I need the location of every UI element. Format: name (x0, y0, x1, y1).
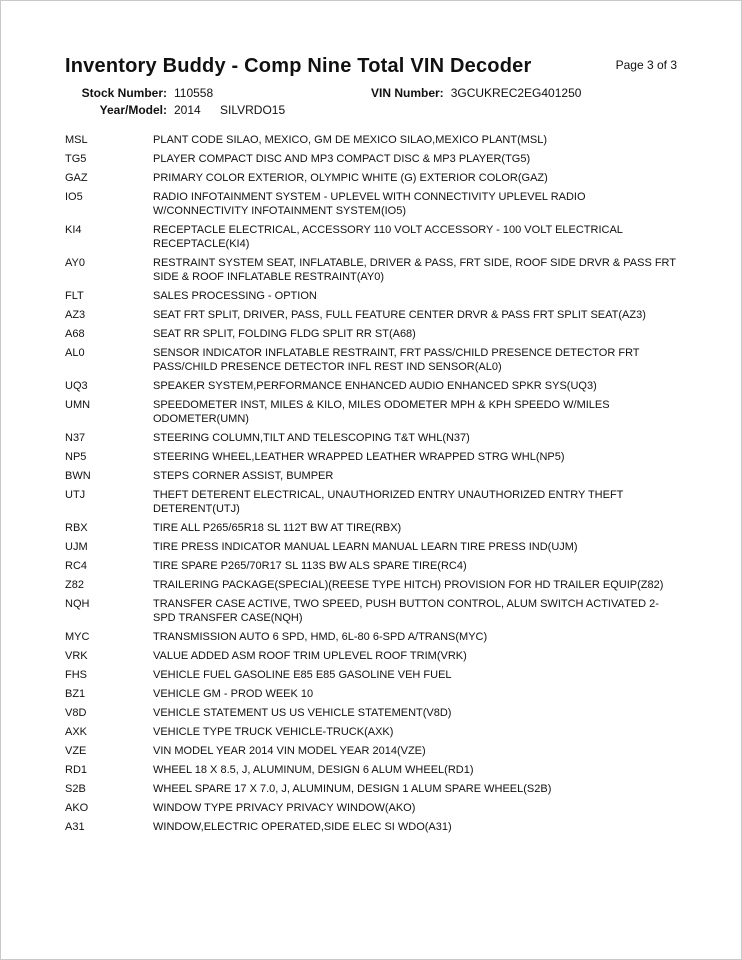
model-value: SILVRDO15 (220, 103, 286, 117)
option-code: UTJ (65, 489, 86, 501)
code-row (65, 763, 677, 777)
option-description: VEHICLE TYPE TRUCK VEHICLE-TRUCK(AXK) (153, 726, 394, 738)
option-description: TIRE ALL P265/65R18 SL 112T BW AT TIRE(RBX) (153, 522, 402, 534)
code-list (65, 133, 677, 834)
option-description: TRANSMISSION AUTO 6 SPD, HMD, 6L-80 6-SPD A/TRANS(MYC) (153, 631, 488, 643)
option-description: STEERING WHEEL,LEATHER WRAPPED LEATHER WRAPPED STRG WHL(NP5) (153, 451, 565, 463)
option-description: SENSOR INDICATOR INFLATABLE RESTRAINT, FRT PASS/CHILD PRESENCE DETECTOR FRT PASS/CHILD PRESENCE DETECTOR INFL REST IND SENSOR(AL0) (153, 347, 640, 373)
option-code: AL0 (65, 347, 85, 359)
title-row (65, 55, 677, 78)
option-code: A31 (65, 821, 85, 833)
option-description: WINDOW,ELECTRIC OPERATED,SIDE ELEC SI WDO(A31) (153, 821, 452, 833)
option-description: SEAT RR SPLIT, FOLDING FLDG SPLIT RR ST(A68) (153, 328, 416, 340)
code-row (65, 782, 677, 796)
vin-number-value: 3GCUKREC2EG401250 (450, 86, 582, 100)
option-description: STEPS CORNER ASSIST, BUMPER (153, 470, 334, 482)
option-code: UMN (65, 399, 91, 411)
code-row (65, 431, 677, 445)
option-description: WINDOW TYPE PRIVACY PRIVACY WINDOW(AKO) (153, 802, 416, 814)
option-code: Z82 (65, 579, 84, 591)
option-description: VEHICLE GM - PROD WEEK 10 (153, 688, 314, 700)
option-description: SPEEDOMETER INST, MILES & KILO, MILES ODOMETER MPH & KPH SPEEDO W/MILES ODOMETER(UMN) (153, 399, 610, 425)
option-code: RBX (65, 522, 88, 534)
option-code: KI4 (65, 224, 82, 236)
option-code: FHS (65, 669, 87, 681)
code-row (65, 521, 677, 535)
option-code: N37 (65, 432, 86, 444)
option-code: UJM (65, 541, 88, 553)
vin-number-label: VIN Number: (371, 86, 444, 100)
code-row (65, 398, 677, 426)
code-row (65, 668, 677, 682)
code-row (65, 540, 677, 554)
option-code: BWN (65, 470, 91, 482)
option-code: NQH (65, 598, 90, 610)
code-row (65, 223, 677, 251)
code-row (65, 725, 677, 739)
code-row (65, 801, 677, 815)
option-description: PLANT CODE SILAO, MEXICO, GM DE MEXICO SILAO,MEXICO PLANT(MSL) (153, 134, 548, 146)
option-description: WHEEL 18 X 8.5, J, ALUMINUM, DESIGN 6 ALUM WHEEL(RD1) (153, 764, 474, 776)
code-row (65, 190, 677, 218)
option-code: AZ3 (65, 309, 86, 321)
code-row (65, 820, 677, 834)
option-description: TRANSFER CASE ACTIVE, TWO SPEED, PUSH BUTTON CONTROL, ALUM SWITCH ACTIVATED 2-SPD TRANSFER CASE(NQH) (153, 598, 659, 624)
option-code: UQ3 (65, 380, 88, 392)
option-code: AY0 (65, 257, 85, 269)
stock-vin-line (65, 85, 677, 102)
code-row (65, 488, 677, 516)
year-model-label: Year/Model: (99, 103, 167, 117)
code-row (65, 133, 677, 147)
option-code: VRK (65, 650, 88, 662)
option-code: A68 (65, 328, 85, 340)
option-description: SPEAKER SYSTEM,PERFORMANCE ENHANCED AUDIO ENHANCED SPKR SYS(UQ3) (153, 380, 597, 392)
option-code: S2B (65, 783, 86, 795)
option-code: AKO (65, 802, 89, 814)
option-code: FLT (65, 290, 84, 302)
code-row (65, 597, 677, 625)
option-code: MSL (65, 134, 88, 146)
option-code: RD1 (65, 764, 88, 776)
option-code: VZE (65, 745, 87, 757)
option-description: RADIO INFOTAINMENT SYSTEM - UPLEVEL WITH CONNECTIVITY UPLEVEL RADIO W/CONNECTIVITY INFOTAINMENT SYSTEM(IO5) (153, 191, 586, 217)
option-code: MYC (65, 631, 90, 643)
code-row (65, 559, 677, 573)
code-row (65, 706, 677, 720)
option-code: TG5 (65, 153, 87, 165)
year-value: 2014 (174, 103, 201, 117)
year-model-line (65, 102, 677, 119)
option-description: WHEEL SPARE 17 X 7.0, J, ALUMINUM, DESIGN 1 ALUM SPARE WHEEL(S2B) (153, 783, 552, 795)
option-description: THEFT DETERENT ELECTRICAL, UNAUTHORIZED ENTRY UNAUTHORIZED ENTRY THEFT DETERENT(UTJ) (153, 489, 624, 515)
code-row (65, 289, 677, 303)
code-row (65, 327, 677, 341)
code-row (65, 687, 677, 701)
option-description: VIN MODEL YEAR 2014 VIN MODEL YEAR 2014(VZE) (153, 745, 426, 757)
option-description: RECEPTACLE ELECTRICAL, ACCESSORY 110 VOLT ACCESSORY - 100 VOLT ELECTRICAL RECEPTACLE(KI4) (153, 224, 623, 250)
code-row (65, 379, 677, 393)
option-description: RESTRAINT SYSTEM SEAT, INFLATABLE, DRIVER & PASS, FRT SIDE, ROOF SIDE DRVR & PASS FRT SIDE & ROOF INFLATABLE RESTRAINT(AY0) (153, 257, 676, 283)
option-code: V8D (65, 707, 87, 719)
page-number-indicator: Page 3 of 3 (615, 58, 677, 72)
option-code: GAZ (65, 172, 88, 184)
code-row (65, 469, 677, 483)
option-description: TIRE SPARE P265/70R17 SL 113S BW ALS SPARE TIRE(RC4) (153, 560, 467, 572)
option-description: VEHICLE FUEL GASOLINE E85 E85 GASOLINE VEH FUEL (153, 669, 452, 681)
code-row (65, 450, 677, 464)
option-description: SEAT FRT SPLIT, DRIVER, PASS, FULL FEATURE CENTER DRVR & PASS FRT SPLIT SEAT(AZ3) (153, 309, 646, 321)
page-title: Inventory Buddy - Comp Nine Total VIN Decoder (65, 55, 532, 77)
option-code: BZ1 (65, 688, 86, 700)
option-description: VEHICLE STATEMENT US US VEHICLE STATEMENT(V8D) (153, 707, 452, 719)
option-code: IO5 (65, 191, 83, 203)
vehicle-header-info (65, 85, 677, 119)
option-description: TRAILERING PACKAGE(SPECIAL)(REESE TYPE HITCH) PROVISION FOR HD TRAILER EQUIP(Z82) (153, 579, 664, 591)
code-row (65, 630, 677, 644)
option-description: PLAYER COMPACT DISC AND MP3 COMPACT DISC & MP3 PLAYER(TG5) (153, 153, 531, 165)
code-row (65, 256, 677, 284)
code-row (65, 346, 677, 374)
option-code: AXK (65, 726, 88, 738)
code-row (65, 171, 677, 185)
option-description: SALES PROCESSING - OPTION (153, 290, 317, 302)
option-description: PRIMARY COLOR EXTERIOR, OLYMPIC WHITE (G) EXTERIOR COLOR(GAZ) (153, 172, 548, 184)
option-description: TIRE PRESS INDICATOR MANUAL LEARN MANUAL LEARN TIRE PRESS IND(UJM) (153, 541, 578, 553)
code-row (65, 578, 677, 592)
code-row (65, 649, 677, 663)
code-row (65, 308, 677, 322)
option-code: RC4 (65, 560, 88, 572)
option-code: NP5 (65, 451, 87, 463)
option-description: STEERING COLUMN,TILT AND TELESCOPING T&T WHL(N37) (153, 432, 470, 444)
stock-number-label: Stock Number: (81, 86, 167, 100)
code-row (65, 152, 677, 166)
code-row (65, 744, 677, 758)
option-description: VALUE ADDED ASM ROOF TRIM UPLEVEL ROOF TRIM(VRK) (153, 650, 467, 662)
stock-number-value: 110558 (174, 86, 214, 100)
